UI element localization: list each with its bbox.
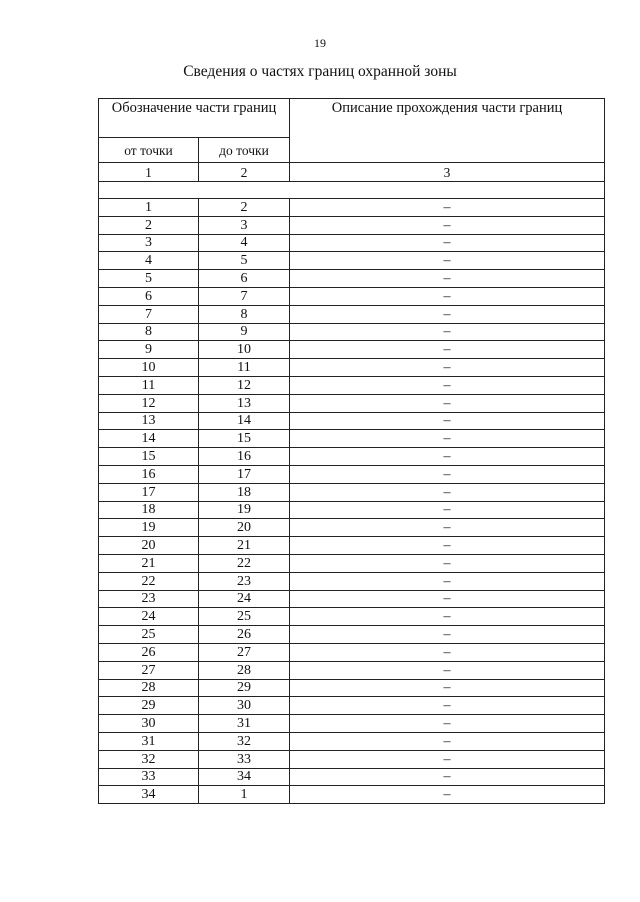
from-point-header: от точки xyxy=(99,138,199,163)
from-point-cell: 13 xyxy=(99,412,199,430)
boundary-parts-table xyxy=(98,98,605,804)
from-point-cell: 12 xyxy=(99,394,199,412)
table-row xyxy=(99,483,605,501)
description-cell: – xyxy=(290,590,605,608)
to-point-cell: 16 xyxy=(199,448,290,466)
from-point-cell: 8 xyxy=(99,323,199,341)
table-row xyxy=(99,341,605,359)
description-cell: – xyxy=(290,608,605,626)
from-point-cell: 7 xyxy=(99,305,199,323)
table-row xyxy=(99,608,605,626)
from-point-cell: 23 xyxy=(99,590,199,608)
description-cell: – xyxy=(290,270,605,288)
description-cell: – xyxy=(290,252,605,270)
description-cell: – xyxy=(290,501,605,519)
table-row xyxy=(99,376,605,394)
spacer-row xyxy=(99,182,605,199)
table-row xyxy=(99,323,605,341)
from-point-cell: 22 xyxy=(99,572,199,590)
to-point-cell: 3 xyxy=(199,216,290,234)
table-row xyxy=(99,572,605,590)
from-point-cell: 4 xyxy=(99,252,199,270)
from-point-cell: 11 xyxy=(99,376,199,394)
to-point-cell: 12 xyxy=(199,376,290,394)
from-point-cell: 16 xyxy=(99,465,199,483)
to-point-cell: 29 xyxy=(199,679,290,697)
to-point-cell: 6 xyxy=(199,270,290,288)
to-point-cell: 4 xyxy=(199,234,290,252)
from-point-cell: 25 xyxy=(99,626,199,644)
table-row xyxy=(99,270,605,288)
description-cell: – xyxy=(290,732,605,750)
from-point-cell: 9 xyxy=(99,341,199,359)
to-point-cell: 32 xyxy=(199,732,290,750)
description-cell: – xyxy=(290,750,605,768)
table-row xyxy=(99,537,605,555)
page-number: 19 xyxy=(314,36,326,50)
description-cell: – xyxy=(290,572,605,590)
description-cell: – xyxy=(290,305,605,323)
column-number-row xyxy=(99,163,605,182)
description-cell: – xyxy=(290,786,605,804)
header-row xyxy=(99,99,605,138)
from-point-cell: 19 xyxy=(99,519,199,537)
description-cell: – xyxy=(290,715,605,733)
table-row xyxy=(99,519,605,537)
from-point-cell: 31 xyxy=(99,732,199,750)
description-cell: – xyxy=(290,376,605,394)
table-row xyxy=(99,768,605,786)
table-row xyxy=(99,252,605,270)
table-row xyxy=(99,554,605,572)
description-cell: – xyxy=(290,234,605,252)
to-point-cell: 31 xyxy=(199,715,290,733)
table-body xyxy=(99,99,605,804)
description-cell: – xyxy=(290,661,605,679)
table-row xyxy=(99,643,605,661)
description-cell: – xyxy=(290,537,605,555)
from-point-cell: 5 xyxy=(99,270,199,288)
to-point-header: до точки xyxy=(199,138,290,163)
from-point-cell: 29 xyxy=(99,697,199,715)
from-point-cell: 2 xyxy=(99,216,199,234)
description-cell: – xyxy=(290,643,605,661)
to-point-cell: 2 xyxy=(199,199,290,217)
description-cell: – xyxy=(290,412,605,430)
description-cell: – xyxy=(290,626,605,644)
description-cell: – xyxy=(290,394,605,412)
description-cell: – xyxy=(290,199,605,217)
group-header-cell: Обозначение части границ xyxy=(99,99,290,138)
from-point-cell: 26 xyxy=(99,643,199,661)
from-point-cell: 6 xyxy=(99,287,199,305)
to-point-cell: 30 xyxy=(199,697,290,715)
from-point-cell: 34 xyxy=(99,786,199,804)
to-point-cell: 1 xyxy=(199,786,290,804)
column-number: 3 xyxy=(290,163,605,182)
from-point-cell: 14 xyxy=(99,430,199,448)
from-point-cell: 32 xyxy=(99,750,199,768)
table-row xyxy=(99,394,605,412)
to-point-cell: 23 xyxy=(199,572,290,590)
column-number: 2 xyxy=(199,163,290,182)
description-cell: – xyxy=(290,430,605,448)
to-point-cell: 25 xyxy=(199,608,290,626)
table-row xyxy=(99,786,605,804)
to-point-cell: 26 xyxy=(199,626,290,644)
to-point-cell: 11 xyxy=(199,359,290,377)
to-point-cell: 13 xyxy=(199,394,290,412)
table-row xyxy=(99,287,605,305)
column-number: 1 xyxy=(99,163,199,182)
to-point-cell: 24 xyxy=(199,590,290,608)
description-cell: – xyxy=(290,465,605,483)
table-row xyxy=(99,661,605,679)
document-title: Сведения о частях границ охранной зоны xyxy=(183,63,457,80)
table-row xyxy=(99,626,605,644)
table-row xyxy=(99,732,605,750)
description-cell: – xyxy=(290,341,605,359)
table-row xyxy=(99,679,605,697)
to-point-cell: 15 xyxy=(199,430,290,448)
table-row xyxy=(99,448,605,466)
description-cell: – xyxy=(290,483,605,501)
to-point-cell: 10 xyxy=(199,341,290,359)
from-point-cell: 30 xyxy=(99,715,199,733)
table-row xyxy=(99,501,605,519)
description-cell: – xyxy=(290,323,605,341)
description-cell: – xyxy=(290,768,605,786)
from-point-cell: 24 xyxy=(99,608,199,626)
table-row xyxy=(99,412,605,430)
from-point-cell: 3 xyxy=(99,234,199,252)
description-cell: – xyxy=(290,697,605,715)
table-row xyxy=(99,305,605,323)
from-point-cell: 15 xyxy=(99,448,199,466)
table-row xyxy=(99,199,605,217)
to-point-cell: 20 xyxy=(199,519,290,537)
table-row xyxy=(99,715,605,733)
to-point-cell: 34 xyxy=(199,768,290,786)
to-point-cell: 8 xyxy=(199,305,290,323)
description-cell: – xyxy=(290,216,605,234)
to-point-cell: 19 xyxy=(199,501,290,519)
from-point-cell: 17 xyxy=(99,483,199,501)
from-point-cell: 18 xyxy=(99,501,199,519)
to-point-cell: 17 xyxy=(199,465,290,483)
table-row xyxy=(99,590,605,608)
to-point-cell: 7 xyxy=(199,287,290,305)
table-row xyxy=(99,359,605,377)
to-point-cell: 21 xyxy=(199,537,290,555)
to-point-cell: 9 xyxy=(199,323,290,341)
description-cell: – xyxy=(290,448,605,466)
table-row xyxy=(99,697,605,715)
to-point-cell: 22 xyxy=(199,554,290,572)
from-point-cell: 33 xyxy=(99,768,199,786)
description-cell: – xyxy=(290,287,605,305)
to-point-cell: 27 xyxy=(199,643,290,661)
to-point-cell: 14 xyxy=(199,412,290,430)
description-header-cell: Описание прохождения части границ xyxy=(290,99,605,163)
description-cell: – xyxy=(290,519,605,537)
table-row xyxy=(99,234,605,252)
to-point-cell: 18 xyxy=(199,483,290,501)
table-row xyxy=(99,430,605,448)
to-point-cell: 33 xyxy=(199,750,290,768)
from-point-cell: 20 xyxy=(99,537,199,555)
table-row xyxy=(99,465,605,483)
table-row xyxy=(99,750,605,768)
from-point-cell: 27 xyxy=(99,661,199,679)
to-point-cell: 28 xyxy=(199,661,290,679)
from-point-cell: 21 xyxy=(99,554,199,572)
from-point-cell: 10 xyxy=(99,359,199,377)
description-cell: – xyxy=(290,554,605,572)
from-point-cell: 1 xyxy=(99,199,199,217)
from-point-cell: 28 xyxy=(99,679,199,697)
description-cell: – xyxy=(290,359,605,377)
to-point-cell: 5 xyxy=(199,252,290,270)
table-row xyxy=(99,216,605,234)
spacer-cell xyxy=(99,182,605,199)
description-cell: – xyxy=(290,679,605,697)
